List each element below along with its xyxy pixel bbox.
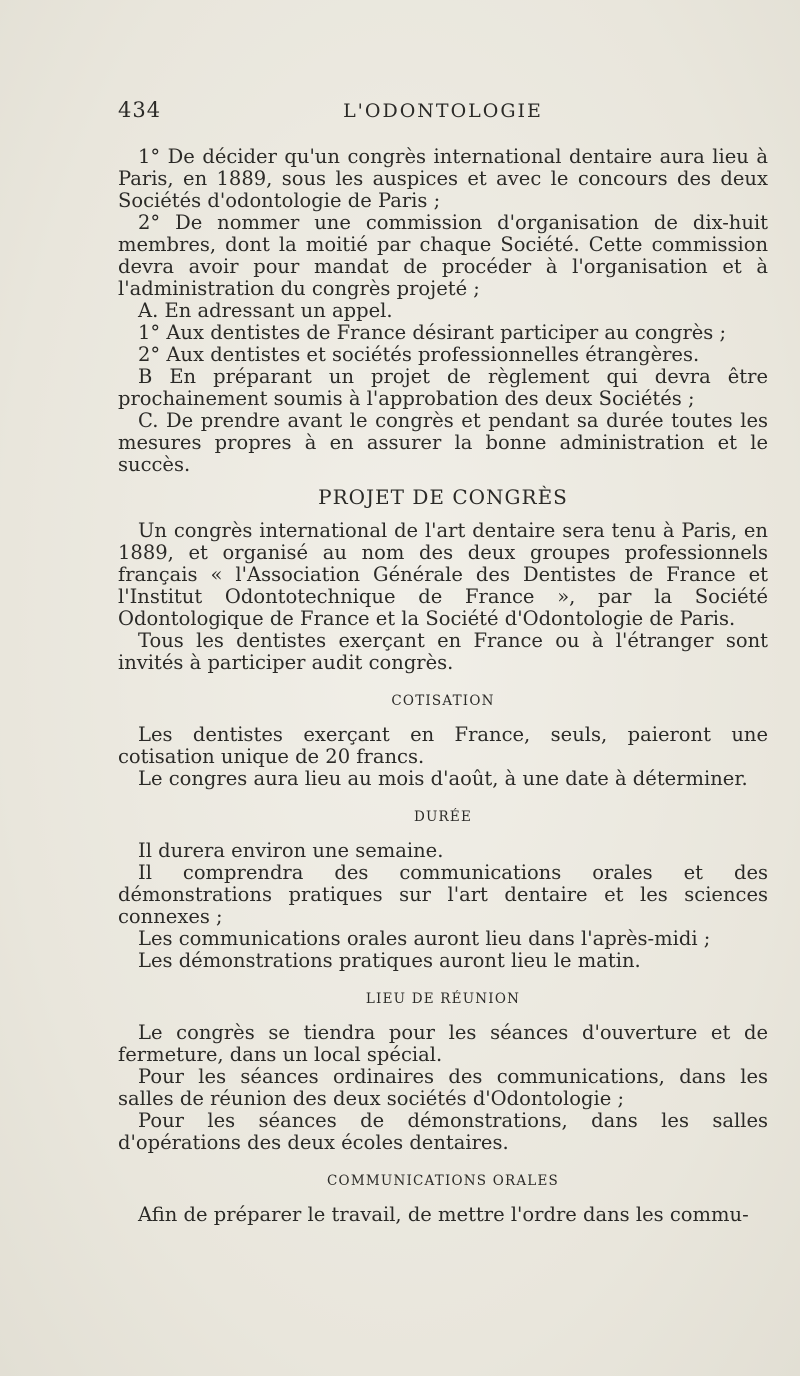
paragraph: Le congres aura lieu au mois d'août, à une date à déterminer. [138,767,748,790]
paragraph: 2° De nommer une commission d'organisation de dix-huit membres, dont la moitié par chaque Société. Cette commission devra avoir pour mandat de procéder à l'organisation et à l'administration du congrès projeté ; [118,211,768,300]
section-title-projet: PROJET DE CONGRÈS [318,485,568,509]
section-title-lieu: LIEU DE RÉUNION [365,991,521,1007]
paragraph: Pour les séances de démonstrations, dans les salles d'opérations des deux écoles dentaires. [118,1109,768,1154]
paragraph: Pour les séances ordinaires des communications, dans les salles de réunion des deux sociétés d'Odontologie ; [118,1065,768,1110]
section-title-duree: DURÉE [413,809,473,825]
section-title-cotisation: COTISATION [391,693,495,709]
paragraph: Un congrès international de l'art dentaire sera tenu à Paris, en 1889, et organisé au nom des deux groupes professionnels français « l'Association Générale des Dentistes de France et l'Institut Odontotechnique de France », par la Société Odontologique de France et la Société d'Odontologie de Paris. [118,519,768,630]
paragraph: Le congrès se tiendra pour les séances d'ouverture et de fermeture, dans un local spécial. [118,1021,768,1066]
paragraph: A. En adressant un appel. [138,299,393,322]
section-title-communications: COMMUNICATIONS ORALES [327,1173,559,1189]
paragraph: Tous les dentistes exerçant en France ou à l'étranger sont invités à participer audit congrès. [118,629,768,674]
paragraph: Il durera environ une semaine. [138,839,444,862]
page-header [118,98,768,132]
paragraph: Afin de préparer le travail, de mettre l'ordre dans les commu- [138,1203,749,1226]
paragraph: 1° De décider qu'un congrès international dentaire aura lieu à Paris, en 1889, sous les auspices et avec le concours des deux Sociétés d'odontologie de Paris ; [118,145,768,212]
paragraph: 1° Aux dentistes de France désirant participer au congrès ; [138,321,727,344]
paragraph: C. De prendre avant le congrès et pendant sa durée toutes les mesures propres à en assurer la bonne administration et le succès. [118,409,768,476]
paragraph: 2° Aux dentistes et sociétés professionnelles étrangères. [138,343,700,366]
page-number: 434 [118,98,162,122]
paragraph: Les démonstrations pratiques auront lieu le matin. [138,949,641,972]
paragraph: Les dentistes exerçant en France, seuls, paieront une cotisation unique de 20 francs. [118,723,768,768]
paragraph: Il comprendra des communications orales et des démonstrations pratiques sur l'art dentaire et les sciences connexes ; [118,861,768,928]
page-body [118,146,768,1226]
paragraph: B En préparant un projet de règlement qui devra être prochainement soumis à l'approbation des deux Sociétés ; [118,365,768,410]
running-title: L'ODONTOLOGIE [343,100,543,122]
paragraph: Les communications orales auront lieu dans l'après-midi ; [138,927,711,950]
